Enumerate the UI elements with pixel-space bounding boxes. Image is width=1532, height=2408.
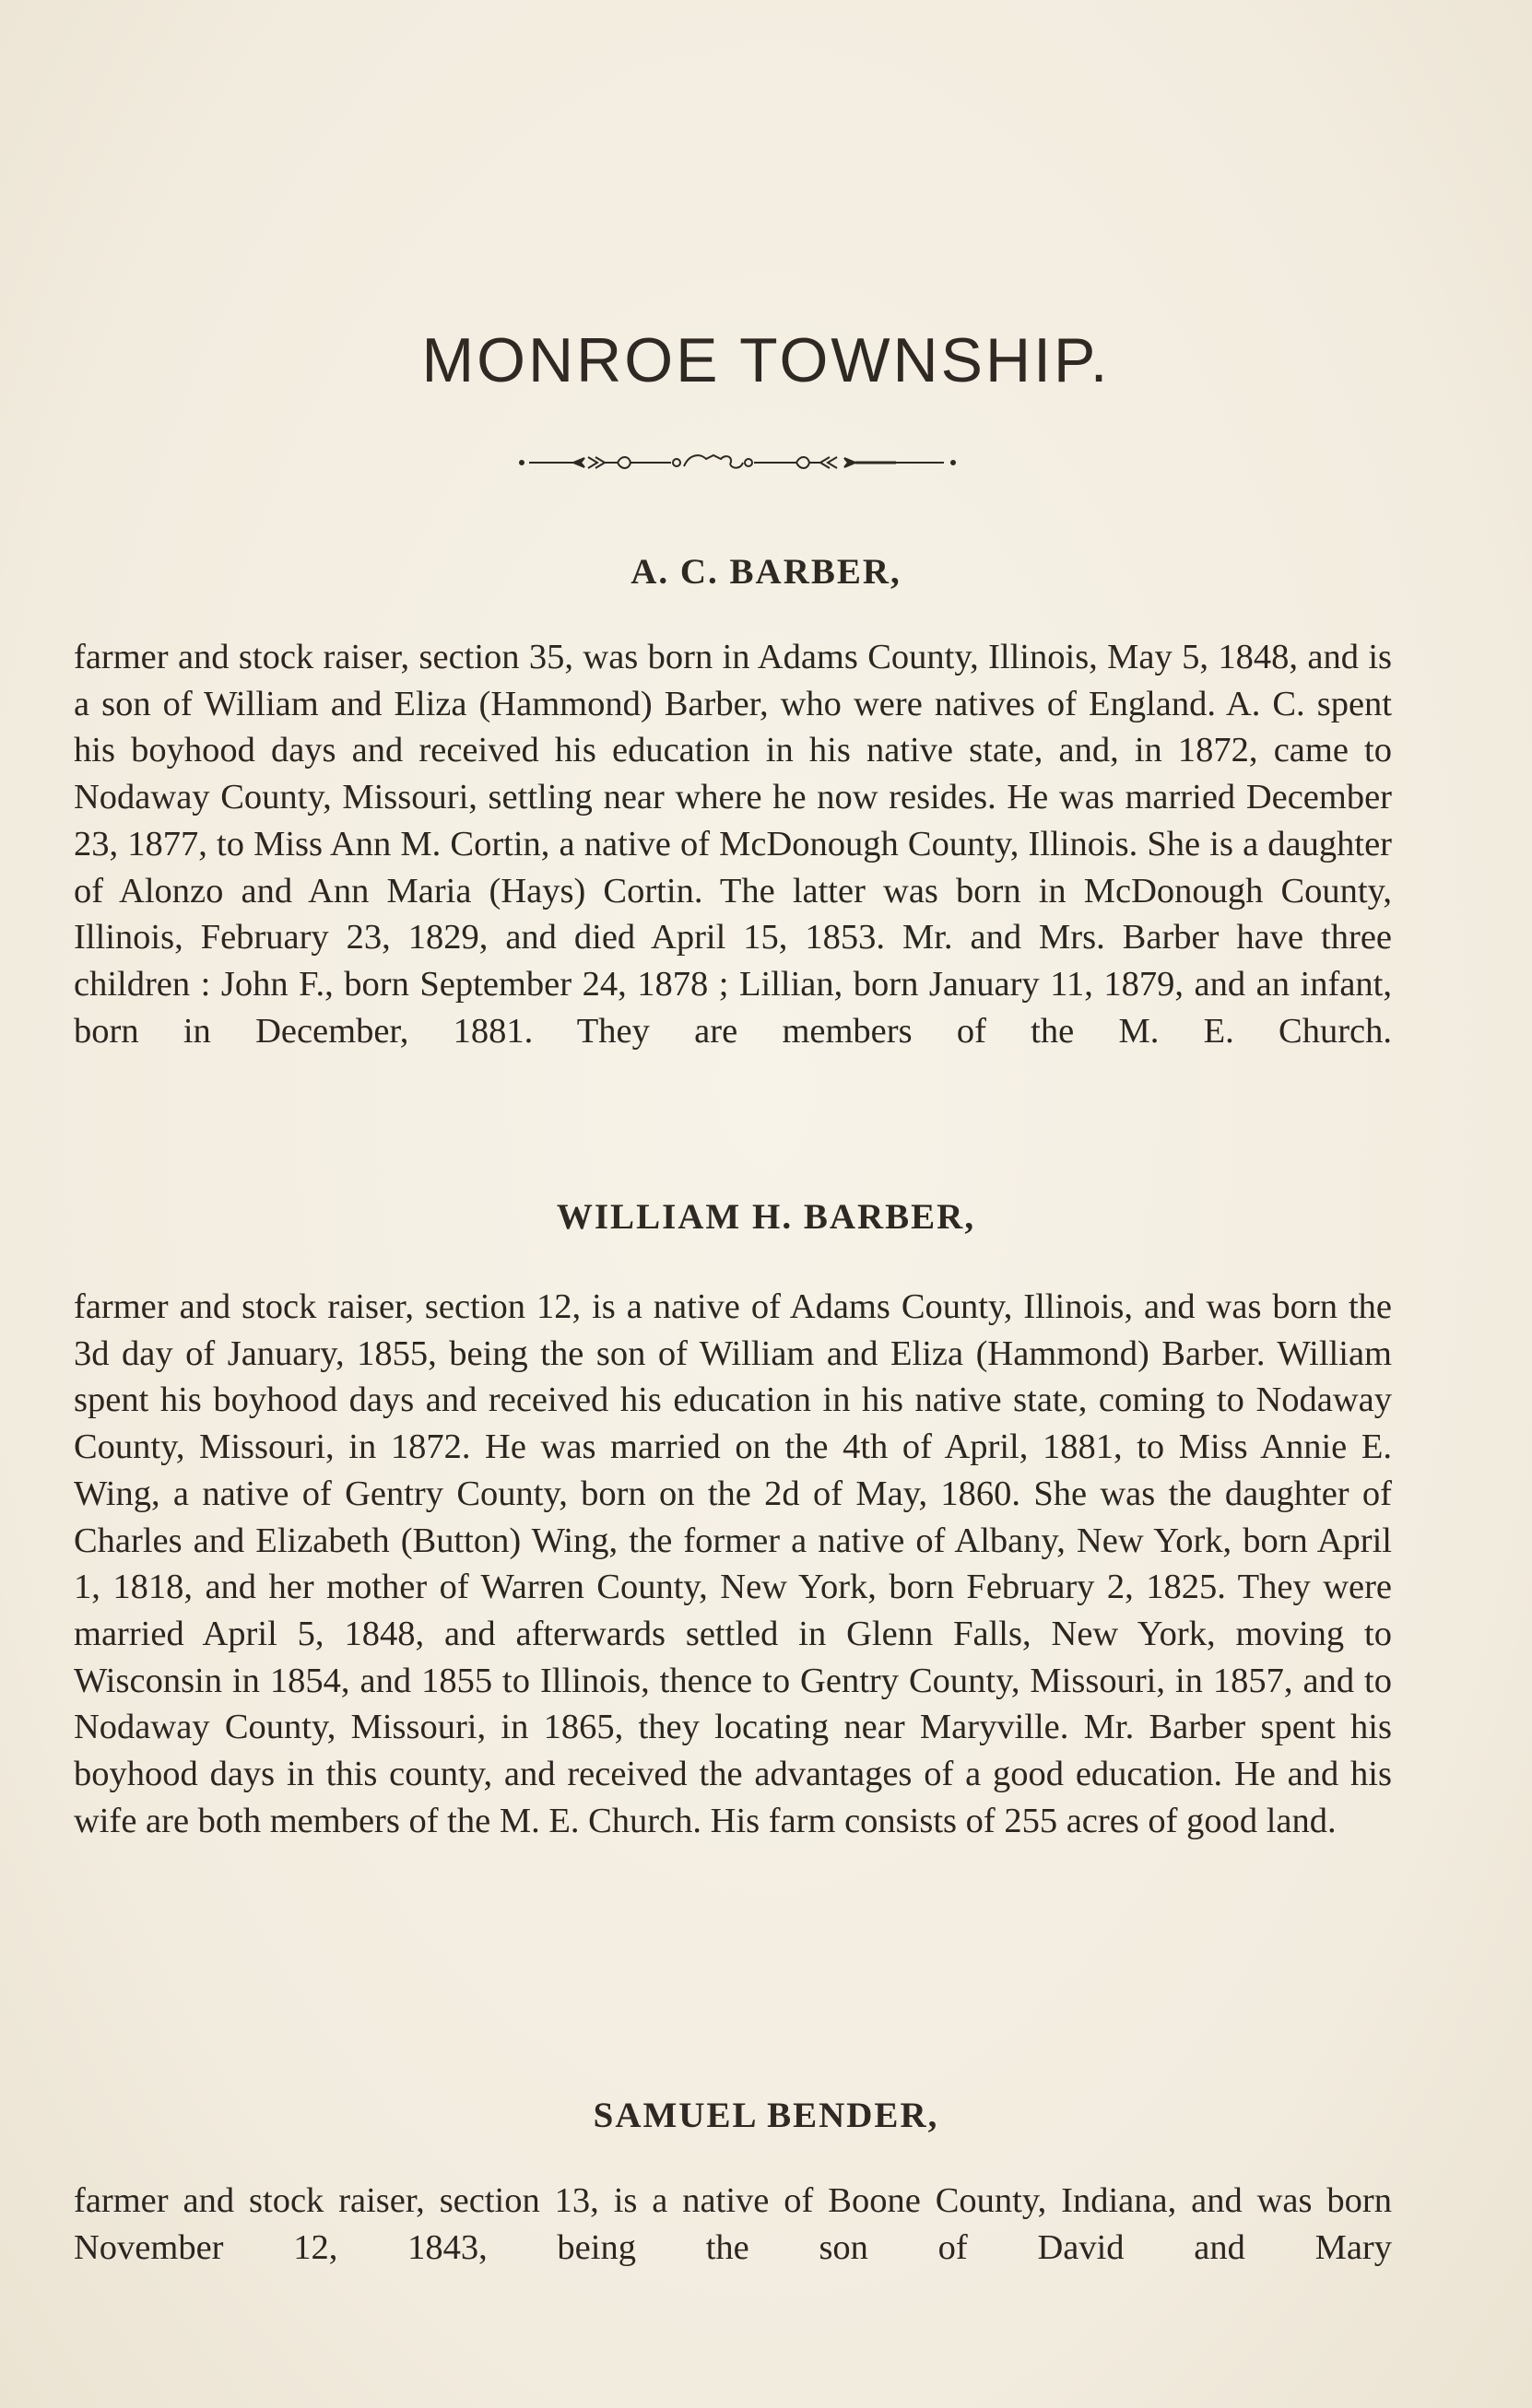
entry-body-samuel-bender: farmer and stock raiser, section 13, is a native of Boone County, Indiana, and was born November 12, 1843, being the son of David and Mary — [74, 2181, 1392, 2267]
entry-heading-william-h-barber: WILLIAM H. BARBER, — [556, 1197, 976, 1237]
decorative-rule-icon — [516, 450, 959, 476]
entry-body-ac-barber: farmer and stock raiser, section 35, was born in Adams County, Illinois, May 5, 1848, and is a son of William and Eliza (Hammond) Barber, who were natives of England. A. C. spent his boyhood days and received his education in his native state, and, in 1872, came to Nodaway County, Missouri, settling near where he now resides. He was married December 23, 1877, to Miss Ann M. Cortin, a native of McDonough County, Illinois. She is a daughter of Alonzo and Ann Maria (Hays) Cortin. The latter was born in McDonough County, Illinois, February 23, 1829, and died April 15, 1853. Mr. and Mrs. Barber have three children : John F., born September 24, 1878 ; Lillian, born January 11, 1879, and an infant, born in December, 1881. They are members of the M. E. Church. — [74, 638, 1392, 1051]
page-title: MONROE TOWNSHIP. — [421, 325, 1111, 395]
entry-heading-ac-barber: A. C. BARBER, — [630, 552, 902, 592]
entry-body-william-h-barber: farmer and stock raiser, section 12, is a native of Adams County, Illinois, and was born the 3d day of January, 1855, being the son of William and Eliza (Hammond) Barber. William spent his boyhood days and received his education in his native state, coming to Nodaway County, Missouri, in 1872. He was married on the 4th of April, 1881, to Miss Annie E. Wing, a native of Gentry County, born on the 2d of May, 1860. She was the daughter of Charles and Elizabeth (Button) Wing, the former a native of Albany, New York, born April 1, 1818, and her mother of Warren County, New York, born February 2, 1825. They were married April 5, 1848, and afterwards settled in Glenn Falls, New York, moving to Wisconsin in 1854, and 1855 to Illinois, thence to Gentry County, Missouri, in 1857, and to Nodaway County, Missouri, in 1865, they locating near Maryville. Mr. Barber spent his boyhood days in this county, and received the advantages of a good education. He and his wife are both members of the M. E. Church. His farm consists of 255 acres of good land. — [74, 1287, 1392, 1840]
entry-heading-samuel-bender: SAMUEL BENDER, — [593, 2096, 939, 2135]
